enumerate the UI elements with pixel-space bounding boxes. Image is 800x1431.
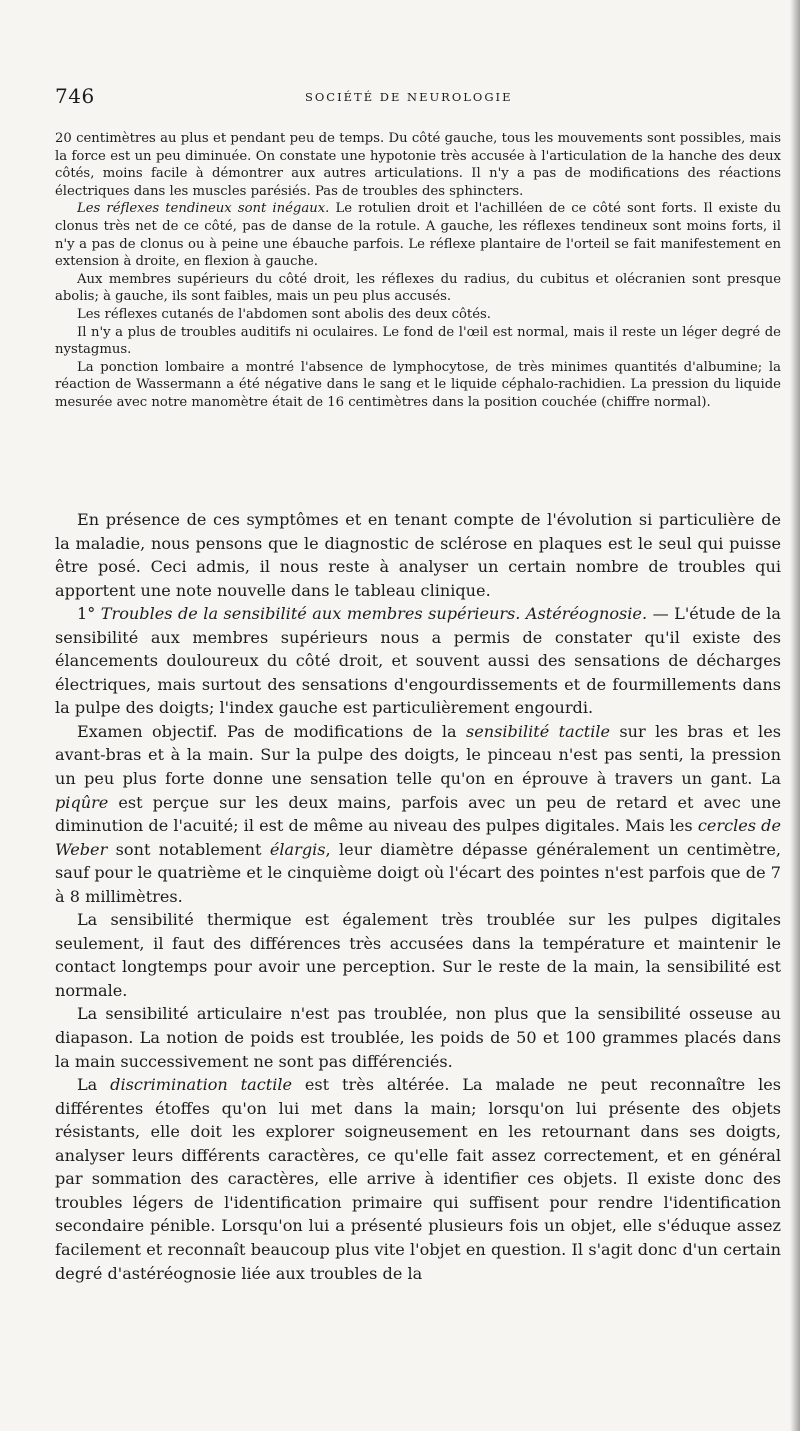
running-title: SOCIÉTÉ DE NEUROLOGIE: [305, 90, 513, 104]
paragraph-cutaneous-reflexes: [55, 306, 781, 324]
italic-phrase: cercles de Weber: [55, 816, 782, 859]
main-text-block: [55, 508, 781, 1285]
paragraph-text: 20 centimètres au plus et pendant peu de temps. Du côté gauche, tous les mouvements sont possibles, mais la force est un peu diminuée. On constate une hypotonie très accusée à l'articulation de la hanche des deux côtés, moins facile à démontrer aux autres articulations. Il n'y a pas de modifications des réactions électriques dans les muscles parésiés. Pas de troubles des sphincters.: [55, 131, 781, 199]
text-run: La: [77, 1075, 111, 1095]
paragraph-lead-italic: Les réflexes tendineux sont inégaux.: [77, 201, 330, 217]
paragraph-upper-limbs: [55, 271, 781, 306]
text-run: 1°: [77, 604, 101, 624]
italic-phrase: discrimination tactile: [110, 1075, 293, 1095]
page-number: 746: [55, 84, 95, 108]
text-run: Examen objectif. Pas de modifications de la: [77, 721, 466, 741]
paragraph-text: Aux membres supérieurs du côté droit, les réflexes du radius, du cubitus et olécranien sont presque abolis; à gauche, ils sont faibles, mais un peu plus accusés.: [55, 271, 781, 305]
paragraph-text: Les réflexes cutanés de l'abdomen sont abolis des deux côtés.: [77, 306, 491, 322]
page-edge-shadow: [790, 0, 800, 1431]
text-run: , leur diamètre dépasse généralement un centimètre, sauf pour le quatrième et le cinquième doigt où l'écart des pointes n'est parfois que de 7 à 8 millimètres.: [55, 839, 781, 906]
italic-phrase: élargis: [269, 839, 326, 859]
text-run: sur les bras et les avant-bras et à la main. Sur la pulpe des doigts, le pinceau n'est pas senti, la pression un peu plus forte donne une sensation telle qu'on en éprouve à travers un gant. La: [55, 721, 781, 789]
main-paragraph: [55, 508, 781, 602]
text-run: La sensibilité articulaire n'est pas troublée, non plus que la sensibilité osseuse au diapason. La notion de poids est troublée, les poids de 50 et 100 grammes placés dans la main successivement ne sont pas différenciés.: [55, 1004, 781, 1071]
page-header: [55, 84, 775, 112]
paragraph-auditory-ocular: [55, 324, 781, 359]
italic-phrase: piqûre: [55, 792, 109, 812]
text-run: — L'étude de la sensibilité aux membres supérieurs nous a permis de constater qu'il existe des élancements douloureux du côté droit, et souvent aussi des sensations de décharges électriques, mais surtout des sensations d'engourdissements et de fourmillements dans la pulpe des doigts; l'index gauche est particulièrement engourdi.: [55, 604, 781, 718]
paragraph-tendon-reflexes: [55, 200, 781, 270]
main-paragraph: [55, 908, 781, 1002]
paragraph-motor: [55, 130, 781, 200]
main-paragraph: [55, 1002, 781, 1073]
case-observation-block: [55, 130, 781, 412]
text-run: est perçue sur les deux mains, parfois avec un peu de retard et avec une diminution de l'acuité; il est de même au niveau des pulpes digitales. Mais les: [55, 792, 781, 836]
text-run: est très altérée. La malade ne peut reconnaître les différentes étoffes qu'on lui met dans la main; lorsqu'on lui présente des objets résistants, elle doit les explorer soigneusement en les retournant dans ses doigts, analyser leurs différents caractères, ce qu'elle fait assez correctement, et en général par sommation des caractères, elle arrive à identifier ces objets. Il existe donc des troubles légers de l'identification primaire qui suffisent pour rendre l'identification secondaire pénible. Lorsqu'on lui a présenté plusieurs fois un objet, elle s'éduque assez facilement et reconnaît beaucoup plus vite l'objet en question. Il s'agit donc d'un certain degré d'astéréognosie liée aux troubles de la: [55, 1075, 781, 1283]
main-paragraph: [55, 602, 781, 720]
paragraph-text: La ponction lombaire a montré l'absence de lymphocytose, de très minimes quantités d'albumine; la réaction de Wassermann a été négative dans le sang et le liquide céphalo-rachidien. La pression du liquide mesurée avec notre manomètre était de 16 centimètres dans la position couchée (chiffre normal).: [55, 359, 781, 410]
main-paragraph: [55, 720, 781, 908]
italic-phrase: Troubles de la sensibilité aux membres supérieurs. Astéréognosie.: [100, 604, 648, 624]
italic-phrase: sensibilité tactile: [465, 721, 611, 741]
paragraph-text: Le rotulien droit et l'achilléen de ce côté sont forts. Il existe du clonus très net de ce côté, pas de danse de la rotule. A gauche, les réflexes tendineux sont moins forts, il n'y a pas de clonus ou à peine une ébauche parfois. Le réflexe plantaire de l'orteil se fait manifestement en extension à droite, en flexion à gauche.: [55, 201, 781, 270]
main-paragraph: [55, 1073, 781, 1285]
text-run: sont notablement: [107, 839, 270, 859]
paragraph-text: Il n'y a plus de troubles auditifs ni oculaires. Le fond de l'œil est normal, mais il reste un léger degré de nystagmus.: [55, 324, 781, 358]
paragraph-lumbar-puncture: [55, 359, 781, 412]
text-run: La sensibilité thermique est également très troublée sur les pulpes digitales seulement, il faut des différences très accusées dans la température et maintenir le contact longtemps pour avoir une perception. Sur le reste de la main, la sensibilité est normale.: [55, 910, 781, 1000]
text-run: En présence de ces symptômes et en tenant compte de l'évolution si particulière de la maladie, nous pensons que le diagnostic de sclérose en plaques est le seul qui puisse être posé. Ceci admis, il nous reste à analyser un certain nombre de troubles qui apportent une note nouvelle dans le tableau clinique.: [55, 510, 781, 600]
